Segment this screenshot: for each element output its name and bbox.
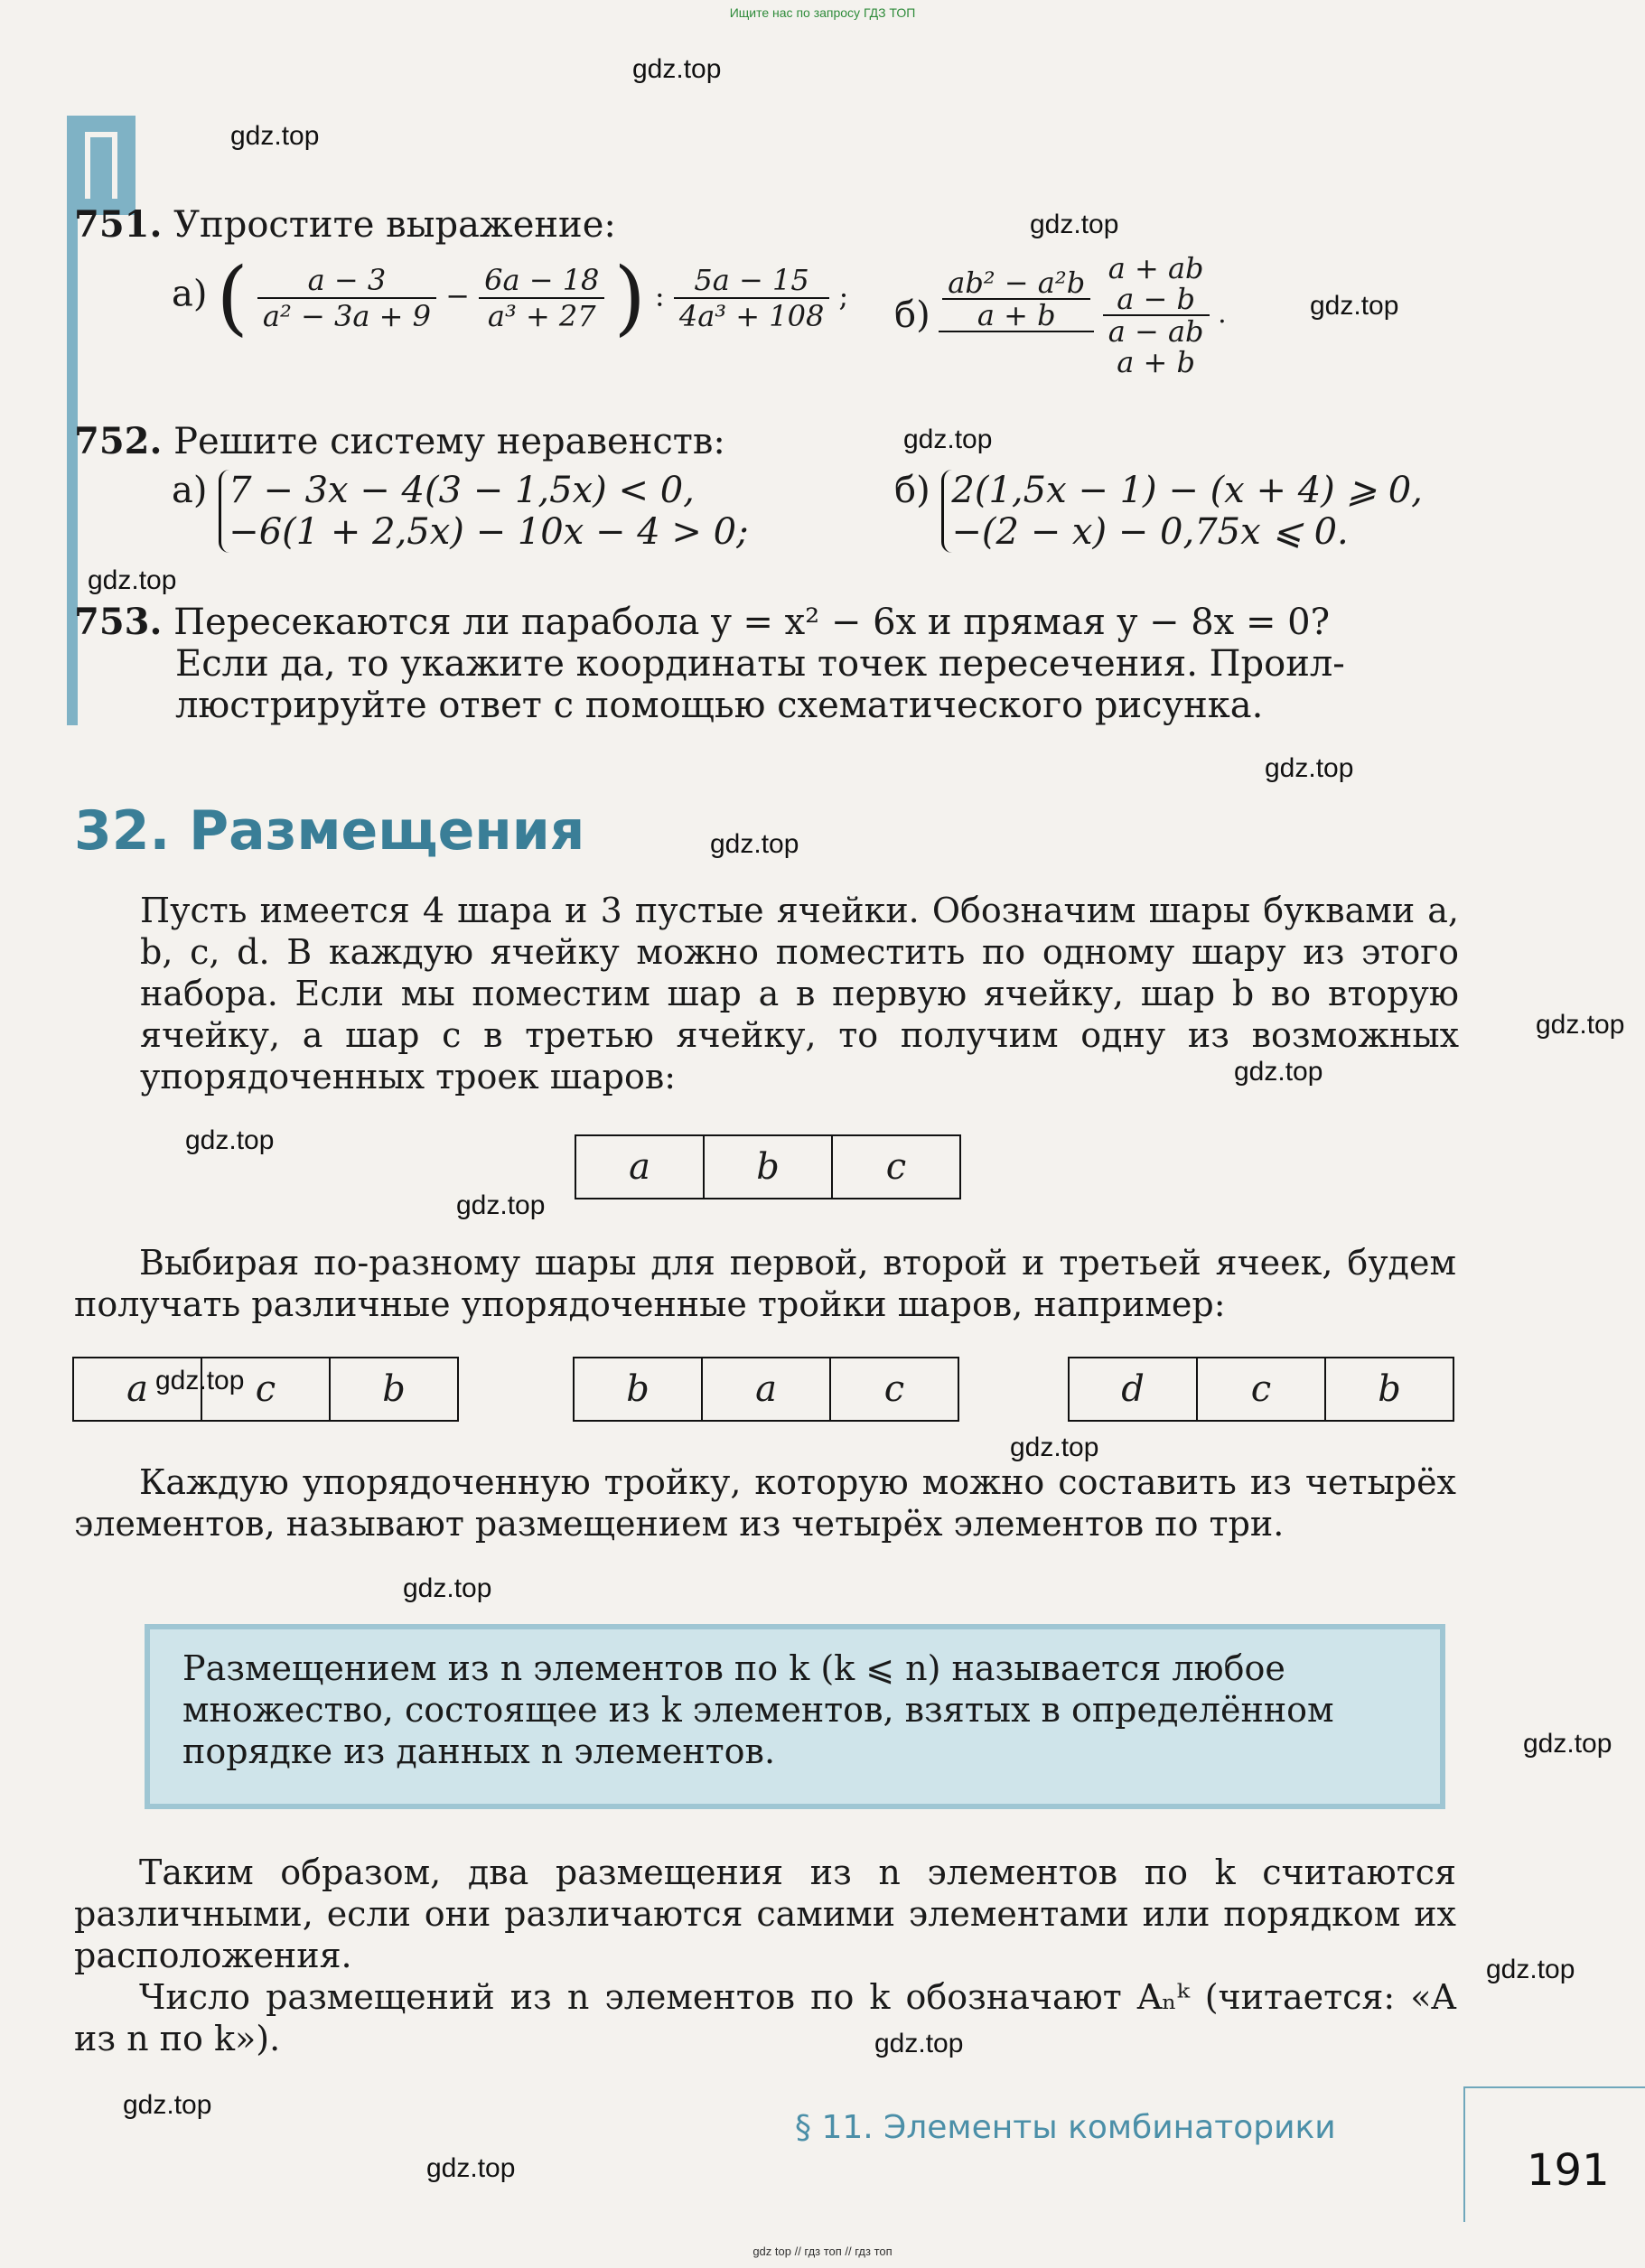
item-label: б) bbox=[894, 470, 930, 511]
compound-fraction bbox=[939, 267, 1094, 363]
right-paren: ) bbox=[613, 250, 646, 345]
exercise-number: 753. bbox=[74, 601, 163, 643]
denominator: a + b bbox=[977, 298, 1056, 332]
numerator: ab² − a²b bbox=[942, 267, 1090, 300]
watermark: gdz.top bbox=[123, 2090, 212, 2120]
denominator: a + b bbox=[1117, 345, 1195, 379]
top-note: Ищите нас по запросу ГДЗ ТОП bbox=[729, 5, 916, 20]
exercise-text: Упростите выражение: bbox=[173, 204, 616, 246]
watermark: gdz.top bbox=[1310, 291, 1399, 321]
fraction bbox=[674, 263, 830, 333]
bottom-note: gdz top // гдз топ // гдз топ bbox=[752, 2245, 893, 2258]
punctuation: . bbox=[1218, 298, 1227, 330]
paragraph-2: Выбирая по-разному шары для первой, второй и третьей ячеек, будем получать различные упорядоченные тройки шаров, например: bbox=[74, 1243, 1456, 1324]
compound-denominator bbox=[1103, 316, 1210, 378]
inequality-line: 7 − 3x − 4(3 − 1,5x) < 0, bbox=[229, 470, 695, 511]
item-label: б) bbox=[894, 294, 930, 336]
definition-text: Размещением из n элементов по k (k ⩽ n) называется любое множество, состоящее из k элементов, взятых в определённом порядке из данных n элементов. bbox=[182, 1648, 1334, 1771]
compound-numerator bbox=[939, 267, 1094, 332]
exercise-752-a bbox=[172, 470, 749, 553]
ball-triple-row-2b bbox=[575, 1357, 959, 1422]
denominator: 4a³ + 108 bbox=[678, 299, 825, 333]
definition-box bbox=[145, 1624, 1445, 1809]
exercise-752-header bbox=[74, 421, 725, 462]
denominator: a² − 3a + 9 bbox=[262, 299, 431, 333]
ball-cell: b bbox=[573, 1357, 703, 1422]
exercise-753 bbox=[74, 602, 1465, 726]
ball-cell: c bbox=[829, 1357, 959, 1422]
watermark: gdz.top bbox=[426, 2153, 516, 2183]
paragraph-3: Каждую упорядоченную тройку, которую можно составить из четырёх элементов, называют размещением из четырёх элементов по три. bbox=[74, 1462, 1456, 1544]
exercise-text: Если да, то укажите координаты точек пересечения. Проил- bbox=[175, 643, 1345, 685]
ball-cell: c bbox=[1196, 1357, 1326, 1422]
watermark: gdz.top bbox=[710, 829, 799, 859]
operator: − bbox=[445, 278, 470, 313]
paragraph-5: Число размещений из n элементов по k обозначают Aₙᵏ (читается: «A из n по k»). bbox=[74, 1977, 1456, 2058]
item-label: а) bbox=[172, 470, 208, 511]
exercise-751-b bbox=[894, 253, 1227, 378]
ball-cell: a bbox=[72, 1357, 202, 1422]
ball-cell: b bbox=[329, 1357, 459, 1422]
ball-cell: b bbox=[1324, 1357, 1454, 1422]
watermark: gdz.top bbox=[874, 2029, 964, 2058]
numerator: 6a − 18 bbox=[479, 263, 604, 299]
watermark: gdz.top bbox=[403, 1573, 492, 1603]
section-heading: 32. Размещения bbox=[74, 799, 585, 863]
exercise-number: 751. bbox=[74, 203, 163, 246]
numerator: a − 3 bbox=[257, 263, 436, 299]
chapter-footer-title: § 11. Элементы комбинаторики bbox=[795, 2109, 1336, 2146]
inequality-line: −6(1 + 2,5x) − 10x − 4 > 0; bbox=[229, 511, 749, 553]
watermark: gdz.top bbox=[456, 1190, 546, 1220]
watermark: gdz.top bbox=[1265, 753, 1354, 783]
exercise-text: Пересекаются ли парабола y = x² − 6x и прямая y − 8x = 0? bbox=[173, 602, 1331, 643]
footer-divider-vertical bbox=[1463, 2086, 1465, 2222]
denominator: a − b bbox=[1117, 282, 1195, 316]
watermark: gdz.top bbox=[1234, 1057, 1323, 1087]
watermark: gdz.top bbox=[230, 121, 320, 151]
page-number: 191 bbox=[1527, 2145, 1610, 2196]
denominator: a³ + 27 bbox=[487, 299, 596, 333]
paragraph-4: Таким образом, два размещения из n элементов по k считаются различными, если они различаются самими элементами или порядком их расположения. bbox=[74, 1853, 1456, 1975]
fraction bbox=[942, 267, 1090, 331]
watermark: gdz.top bbox=[1523, 1729, 1612, 1759]
exercise-751-header bbox=[74, 204, 616, 246]
fraction bbox=[257, 263, 436, 333]
ball-triple-row-2a bbox=[74, 1357, 459, 1422]
ball-cell: c bbox=[201, 1357, 331, 1422]
system-of-inequalities bbox=[941, 470, 1422, 553]
exercise-752-b bbox=[894, 470, 1423, 553]
watermark: gdz.top bbox=[1486, 1955, 1575, 1984]
watermark: gdz.top bbox=[155, 1366, 245, 1395]
watermark: gdz.top bbox=[1010, 1433, 1099, 1462]
numerator: a + ab bbox=[1108, 251, 1204, 285]
numerator: 5a − 15 bbox=[674, 263, 830, 299]
exercise-text: Решите систему неравенств: bbox=[173, 421, 725, 462]
left-paren: ( bbox=[216, 250, 248, 345]
inequality-line: 2(1,5x − 1) − (x + 4) ⩾ 0, bbox=[951, 470, 1423, 511]
operator: : bbox=[654, 278, 665, 313]
watermark: gdz.top bbox=[88, 565, 177, 595]
exercise-text: люстрируйте ответ с помощью схематического рисунка. bbox=[175, 685, 1264, 726]
compound-fraction-right bbox=[1103, 253, 1210, 378]
ball-cell: a bbox=[575, 1134, 705, 1199]
numerator: a − ab bbox=[1108, 314, 1204, 349]
punctuation: ; bbox=[838, 278, 849, 313]
system-of-inequalities bbox=[219, 470, 748, 553]
ball-cell: d bbox=[1068, 1357, 1198, 1422]
ball-triple-row-2c bbox=[1070, 1357, 1454, 1422]
exercise-number: 752. bbox=[74, 420, 163, 462]
ball-cell: b bbox=[703, 1134, 833, 1199]
watermark: gdz.top bbox=[632, 54, 722, 84]
watermark: gdz.top bbox=[1030, 210, 1119, 239]
fraction bbox=[479, 263, 604, 333]
watermark: gdz.top bbox=[1536, 1010, 1625, 1040]
paragraph-1: Пусть имеется 4 шара и 3 пустые ячейки. Обозначим шары буквами a, b, c, d. В каждую ячейку можно поместить по одному шару из этого набора. Если мы поместим шар a в первую ячейку, шар b во вторую ячейку, а шар c в третью ячейку, то получим одну из возможных упорядоченных троек шаров: bbox=[140, 891, 1459, 1097]
compound-numerator bbox=[1103, 253, 1210, 316]
footer-divider bbox=[1463, 2086, 1645, 2088]
watermark: gdz.top bbox=[903, 425, 993, 454]
ball-cell: c bbox=[831, 1134, 961, 1199]
inequality-line: −(2 − x) − 0,75x ⩽ 0. bbox=[951, 511, 1349, 553]
ball-cell: a bbox=[701, 1357, 831, 1422]
compound-denominator bbox=[939, 332, 1094, 363]
watermark: gdz.top bbox=[185, 1125, 275, 1155]
exercise-751-a bbox=[172, 250, 849, 345]
ball-triple-row-1 bbox=[576, 1134, 961, 1199]
item-label: а) bbox=[172, 273, 208, 315]
